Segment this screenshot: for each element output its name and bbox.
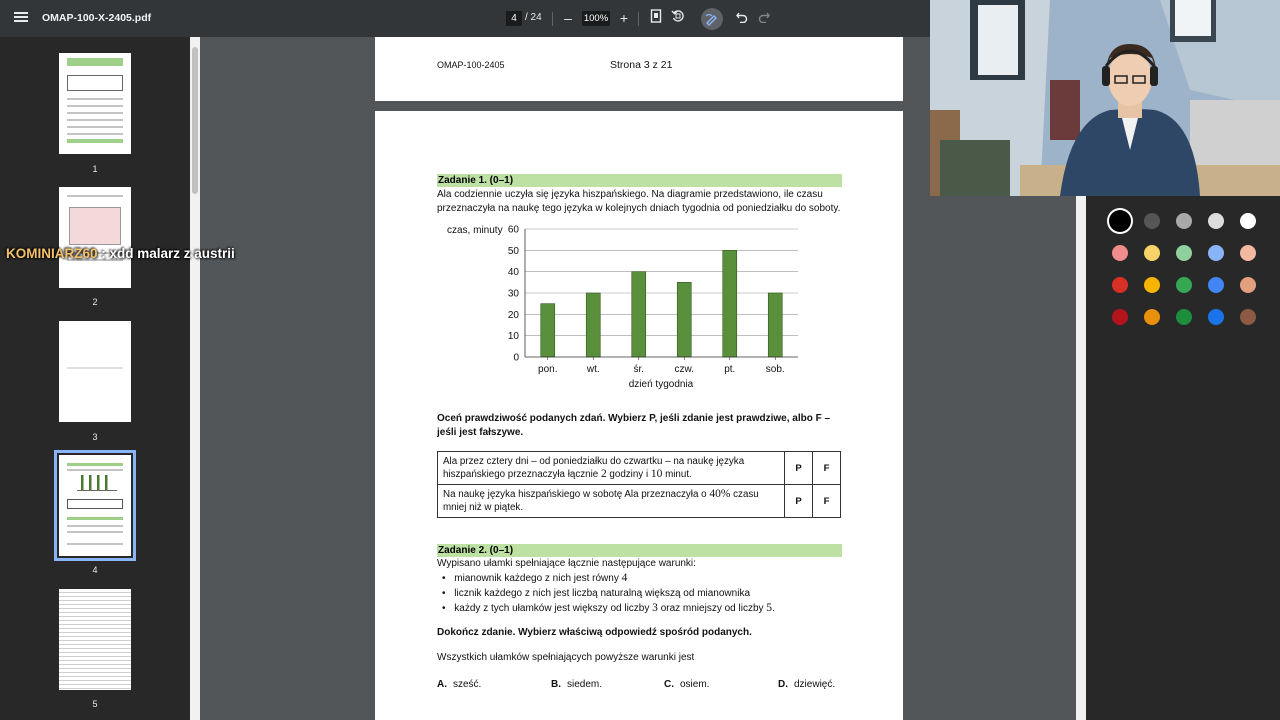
thumbnail-label: 5: [92, 699, 98, 709]
option-text: siedem.: [567, 679, 603, 690]
option-b[interactable]: [551, 679, 602, 690]
answer-p-2[interactable]: P: [785, 485, 813, 518]
menu-icon[interactable]: [14, 10, 28, 26]
rotate-icon[interactable]: [669, 9, 687, 27]
color-swatch[interactable]: [1208, 277, 1224, 293]
sidebar-scrollbar[interactable]: [190, 37, 200, 720]
statement-text: minut.: [665, 469, 692, 480]
toolbar-divider: [638, 12, 639, 26]
task2-intro: Wypisano ułamki spełniające łącznie następujące warunki:: [437, 558, 696, 569]
option-text: osiem.: [680, 679, 710, 690]
color-swatch[interactable]: [1240, 309, 1256, 325]
page-total: / 24: [525, 12, 542, 23]
chart-bar: [768, 293, 782, 357]
statement-text: i: [645, 469, 649, 480]
task2-stem: Wszystkich ułamków spełniających powyższe warunki jest: [437, 652, 695, 663]
color-swatch[interactable]: [1144, 245, 1160, 261]
option-text: dziewięć.: [794, 679, 836, 690]
y-tick-label: 60: [507, 224, 519, 236]
color-swatch[interactable]: [1176, 245, 1192, 261]
pdf-page-previous: [375, 37, 903, 101]
option-c[interactable]: [664, 679, 709, 690]
y-tick-label: 0: [513, 352, 519, 364]
x-tick-label: pt.: [724, 364, 736, 375]
color-swatch[interactable]: [1112, 309, 1128, 325]
color-swatch[interactable]: [1176, 213, 1192, 229]
page-header-code: OMAP-100-2405: [437, 60, 505, 70]
page-header-number: Strona 3 z 21: [610, 59, 673, 71]
condition-text: każdy z tych ułamków jest większy od liczby: [454, 603, 650, 614]
task2-heading: Zadanie 2. (0–1): [437, 544, 842, 557]
y-tick-label: 20: [507, 309, 519, 321]
option-letter: B.: [551, 679, 561, 690]
math-value: 40%: [709, 488, 731, 500]
option-letter: D.: [778, 679, 788, 690]
color-swatch[interactable]: [1176, 309, 1192, 325]
color-swatch[interactable]: [1112, 245, 1128, 261]
color-swatch[interactable]: [1112, 277, 1128, 293]
option-letter: C.: [664, 679, 674, 690]
task2-instruction: Dokończ zdanie. Wybierz właściwą odpowiedź spośród podanych.: [437, 627, 752, 638]
zoom-level-input[interactable]: 100%: [583, 13, 609, 24]
zoom-out-button[interactable]: –: [564, 10, 572, 26]
thumbnail-page-3[interactable]: [59, 321, 131, 422]
conditions-list: [442, 571, 775, 617]
color-palette: [1086, 196, 1280, 720]
table-row: [438, 452, 841, 485]
bar-chart: [437, 223, 807, 398]
list-item: [442, 587, 775, 602]
chart-bar: [723, 250, 737, 357]
chat-username: KOMINIARZ60: [6, 246, 98, 261]
statement-text: hiszpańskiego przeznaczyła łącznie: [443, 469, 599, 480]
x-axis-label: dzień tygodnia: [628, 379, 694, 390]
chart-bar: [677, 282, 691, 357]
color-swatch[interactable]: [1208, 213, 1224, 229]
y-tick-label: 30: [507, 288, 519, 300]
webcam-image: [930, 0, 1280, 196]
thumbnail-label: 3: [92, 432, 98, 442]
pdf-page-current: [375, 111, 903, 720]
math-value: 2: [600, 468, 607, 480]
math-value: 10: [650, 468, 663, 480]
x-tick-label: wt.: [586, 364, 600, 375]
statement-text: mniej niż w piątek.: [443, 502, 524, 513]
list-item: [442, 571, 775, 587]
y-tick-label: 50: [507, 245, 519, 257]
thumbnail-page-2[interactable]: [59, 187, 131, 288]
x-tick-label: śr.: [633, 364, 645, 375]
undo-icon[interactable]: [733, 9, 751, 27]
thumbnail-page-5[interactable]: [59, 589, 131, 690]
list-item: [442, 601, 775, 617]
toolbar-divider: [552, 12, 553, 26]
color-swatch[interactable]: [1144, 277, 1160, 293]
math-value: 5: [766, 602, 773, 614]
color-swatch[interactable]: [1109, 210, 1131, 232]
answer-f-1[interactable]: F: [813, 452, 841, 485]
fit-page-icon[interactable]: [647, 9, 665, 27]
statement-cell: [438, 452, 785, 485]
task1-heading: Zadanie 1. (0–1): [437, 174, 842, 187]
thumbnail-sidebar: [0, 37, 200, 720]
statement-text: godziny: [609, 469, 644, 480]
sidebar-scrollbar-thumb[interactable]: [192, 47, 198, 194]
x-tick-label: czw.: [674, 364, 694, 375]
answer-p-1[interactable]: P: [785, 452, 813, 485]
task1-instruction-line-2: jeśli jest fałszywe.: [437, 427, 524, 438]
condition-text: licznik każdego z nich jest liczbą naturalną większą od mianownika: [454, 587, 750, 599]
condition-text: .: [772, 603, 775, 614]
statement-text: czasu: [733, 489, 759, 500]
option-text: sześć.: [453, 679, 482, 690]
statement-cell: [438, 485, 785, 518]
chart-bar: [541, 304, 555, 357]
x-tick-label: pon.: [538, 364, 558, 375]
color-swatch[interactable]: [1144, 309, 1160, 325]
zoom-in-button[interactable]: +: [619, 10, 629, 26]
page-number-input[interactable]: 4: [506, 11, 522, 26]
color-swatch[interactable]: [1176, 277, 1192, 293]
x-tick-label: sob.: [765, 364, 785, 375]
statement-text: Na naukę języka hiszpańskiego w sobotę Ala przeznaczyła o: [443, 489, 707, 500]
math-value: 3: [652, 602, 658, 614]
y-tick-label: 10: [507, 331, 519, 343]
chart-bar: [586, 293, 600, 357]
option-d[interactable]: [778, 679, 835, 690]
color-swatch[interactable]: [1208, 309, 1224, 325]
task1-instruction-line-1: Oceń prawdziwość podanych zdań. Wybierz P, jeśli zdanie jest prawdziwe, albo F –: [437, 413, 831, 424]
thumbnail-label: 2: [92, 297, 98, 307]
thumbnail-label: 4: [92, 565, 98, 575]
document-title: OMAP-100-X-2405.pdf: [42, 12, 152, 24]
option-letter: A.: [437, 679, 447, 690]
thumbnail-page-1[interactable]: [59, 53, 131, 154]
task1-intro-line-1: Ala codziennie uczyła się języka hiszpańskiego. Na diagramie przedstawiono, ile czasu: [437, 189, 823, 200]
chart-bar: [632, 272, 646, 357]
color-swatch[interactable]: [1240, 213, 1256, 229]
color-swatch[interactable]: [1240, 277, 1256, 293]
y-tick-label: 40: [507, 267, 519, 279]
condition-text: mianownik każdego z nich jest równy: [454, 573, 619, 584]
color-swatch[interactable]: [1240, 245, 1256, 261]
color-swatch[interactable]: [1144, 213, 1160, 229]
annotate-button[interactable]: [701, 8, 723, 30]
true-false-table: [437, 451, 841, 518]
thumbnail-page-4[interactable]: [59, 455, 131, 556]
redo-icon[interactable]: [755, 9, 773, 27]
webcam-feed: [930, 0, 1280, 196]
pdf-toolbar: [0, 0, 930, 37]
color-swatch[interactable]: [1208, 245, 1224, 261]
statement-text: Ala przez cztery dni – od poniedziałku do czwartku – na naukę języka: [443, 456, 745, 467]
option-a[interactable]: [437, 679, 481, 690]
task1-intro-line-2: przeznaczyła na naukę tego języka w kolejnych dniach tygodnia od poniedziałku do soboty.: [437, 203, 841, 214]
condition-text: oraz mniejszy od liczby: [660, 603, 764, 614]
math-value: 4: [621, 572, 628, 584]
thumbnail-label: 1: [92, 164, 98, 174]
answer-f-2[interactable]: F: [813, 485, 841, 518]
chat-text: : xdd malarz z austrii: [97, 246, 235, 261]
y-axis-label: czas, minuty: [447, 225, 503, 236]
table-row: [438, 485, 841, 518]
chat-message: [6, 246, 235, 261]
